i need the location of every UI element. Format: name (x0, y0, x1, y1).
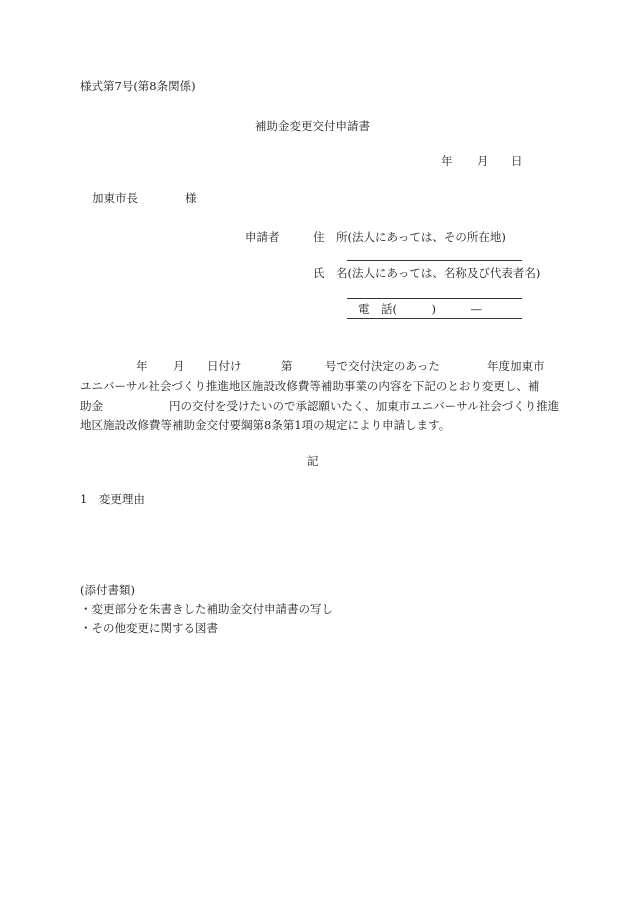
body-line-3-prefix: 助金 (80, 399, 103, 413)
name-underline (347, 298, 522, 299)
name-label: 氏 名(法人にあっては、名称及び代表者名) (313, 266, 541, 280)
body-fiscal-year: 年度加東市 (487, 359, 545, 373)
section-change-reason: 1 変更理由 (80, 492, 145, 506)
body-line-3 (80, 401, 559, 413)
attachments-header: (添付書類) (80, 583, 135, 597)
ki-marker: 記 (307, 454, 319, 468)
body-line-2: ユニバーサル社会づくり推進地区施設改修費等補助事業の内容を下記のとおり変更し、補 (80, 379, 540, 393)
addressee-name: 加東市長 (92, 191, 138, 205)
body-month: 月 (173, 359, 185, 373)
document-title: 補助金変更交付申請書 (255, 119, 370, 133)
form-number: 様式第7号(第8条関係) (80, 79, 196, 93)
body-year: 年 (136, 359, 148, 373)
body-date-suffix: 日付け (207, 359, 242, 373)
address-label: 住 所(法人にあっては、その所在地) (313, 230, 506, 244)
date-year: 年 (441, 154, 453, 168)
phone-label: 電 話( ) — (358, 302, 482, 316)
addressee-honorific: 様 (185, 191, 197, 205)
date-month: 月 (477, 154, 489, 168)
attachment-item: ・その他変更に関する図書 (80, 621, 218, 635)
body-number-suffix: 号で交付決定のあった (325, 359, 440, 373)
body-line-4: 地区施設改修費等補助金交付要綱第8条第1項の規定により申請します。 (80, 418, 451, 432)
attachment-item: ・変更部分を朱書きした補助金交付申請書の写し (80, 602, 333, 616)
body-number-prefix: 第 (281, 359, 293, 373)
body-line-3-rest: 円の交付を受けたいので承認願いたく、加東市ユニバーサル社会づくり推進 (169, 399, 560, 413)
applicant-label: 申請者 (245, 230, 280, 244)
address-underline (347, 260, 522, 261)
date-day: 日 (511, 154, 523, 168)
phone-underline (347, 318, 522, 319)
